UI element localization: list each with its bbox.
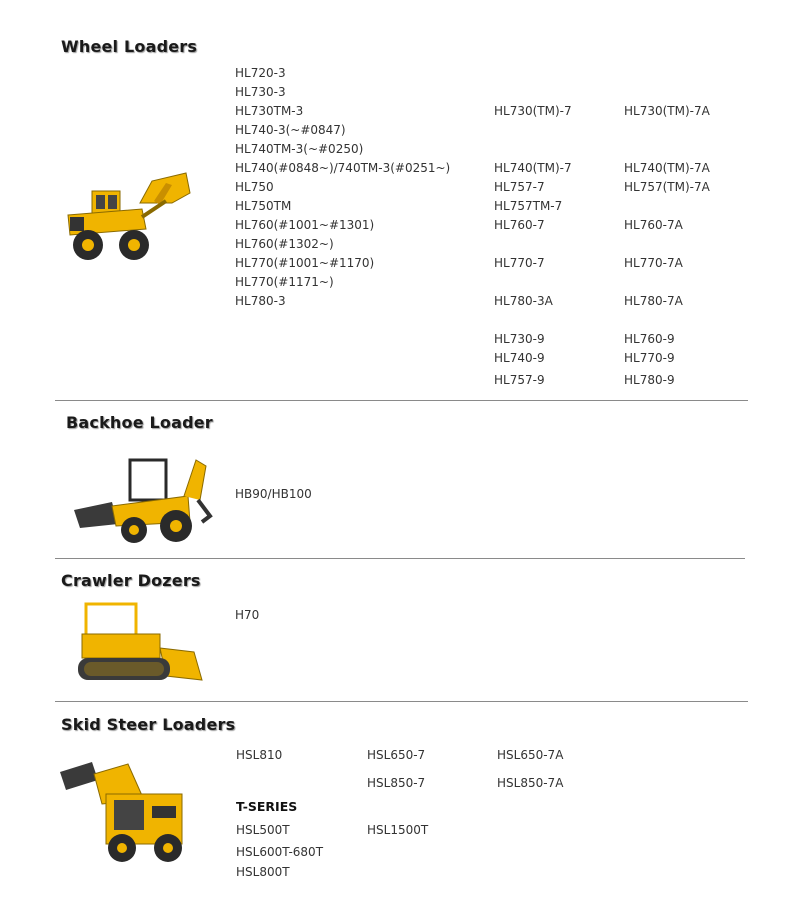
model-item[interactable]: HL760-7 xyxy=(494,218,545,232)
section-divider xyxy=(55,558,745,559)
model-item[interactable]: HL760(#1001~#1301) xyxy=(235,218,375,232)
model-item[interactable]: HL760-7A xyxy=(624,218,683,232)
model-item[interactable]: HL730(TM)-7A xyxy=(624,104,710,118)
model-item[interactable]: HL740(TM)-7 xyxy=(494,161,572,175)
model-item[interactable]: HL730(TM)-7 xyxy=(494,104,572,118)
model-item[interactable]: HL757-7 xyxy=(494,180,545,194)
model-item[interactable]: HL730TM-3 xyxy=(235,104,304,118)
model-item[interactable]: HL770-7 xyxy=(494,256,545,270)
model-item[interactable]: HSL600T-680T xyxy=(236,845,324,859)
skid-steer-loader-image xyxy=(58,760,190,866)
model-item[interactable]: HL757(TM)-7A xyxy=(624,180,710,194)
model-item[interactable]: HL730-9 xyxy=(494,332,545,346)
section-title-skid-steer-loaders: Skid Steer Loaders xyxy=(61,715,236,734)
model-item[interactable]: HB90/HB100 xyxy=(235,487,312,501)
model-item[interactable]: HL760(#1302~) xyxy=(235,237,334,251)
model-item[interactable]: HL780-7A xyxy=(624,294,683,308)
model-item[interactable]: HL770-7A xyxy=(624,256,683,270)
model-item[interactable]: HSL810 xyxy=(236,748,283,762)
model-item[interactable]: HL757-9 xyxy=(494,373,545,387)
section-title-crawler-dozers: Crawler Dozers xyxy=(61,571,201,590)
model-item[interactable]: HL750TM xyxy=(235,199,292,213)
model-item[interactable]: HL780-9 xyxy=(624,373,675,387)
model-item[interactable]: HSL850-7 xyxy=(367,776,426,790)
model-item[interactable]: HL780-3A xyxy=(494,294,553,308)
model-item[interactable]: HL730-3 xyxy=(235,85,286,99)
model-item[interactable]: HSL850-7A xyxy=(497,776,564,790)
model-item[interactable]: HL740-9 xyxy=(494,351,545,365)
model-item[interactable]: HL760-9 xyxy=(624,332,675,346)
section-divider xyxy=(55,400,748,401)
model-item[interactable]: HL770(#1171~) xyxy=(235,275,334,289)
model-item[interactable]: HL740(TM)-7A xyxy=(624,161,710,175)
model-item[interactable]: HL720-3 xyxy=(235,66,286,80)
section-title-wheel-loaders: Wheel Loaders xyxy=(61,37,198,56)
model-item[interactable]: HL770(#1001~#1170) xyxy=(235,256,375,270)
model-item[interactable]: HSL650-7 xyxy=(367,748,426,762)
model-item[interactable]: HSL1500T xyxy=(367,823,429,837)
model-item[interactable]: HL740-3(~#0847) xyxy=(235,123,346,137)
backhoe-loader-image xyxy=(72,450,218,546)
model-item[interactable]: H70 xyxy=(235,608,260,622)
wheel-loader-image xyxy=(62,163,194,263)
model-item[interactable]: HSL650-7A xyxy=(497,748,564,762)
model-item[interactable]: HL740TM-3(~#0250) xyxy=(235,142,364,156)
model-item[interactable]: HSL800T xyxy=(236,865,290,879)
t-series-label: T-SERIES xyxy=(236,799,298,814)
crawler-dozer-image xyxy=(74,600,206,686)
model-item[interactable]: HL740(#0848~)/740TM-3(#0251~) xyxy=(235,161,451,175)
model-item[interactable]: HL770-9 xyxy=(624,351,675,365)
model-item[interactable]: HL780-3 xyxy=(235,294,286,308)
section-title-backhoe-loader: Backhoe Loader xyxy=(66,413,213,432)
model-item[interactable]: HSL500T xyxy=(236,823,290,837)
model-item[interactable]: HL757TM-7 xyxy=(494,199,563,213)
section-divider xyxy=(55,701,748,702)
model-item[interactable]: HL750 xyxy=(235,180,274,194)
